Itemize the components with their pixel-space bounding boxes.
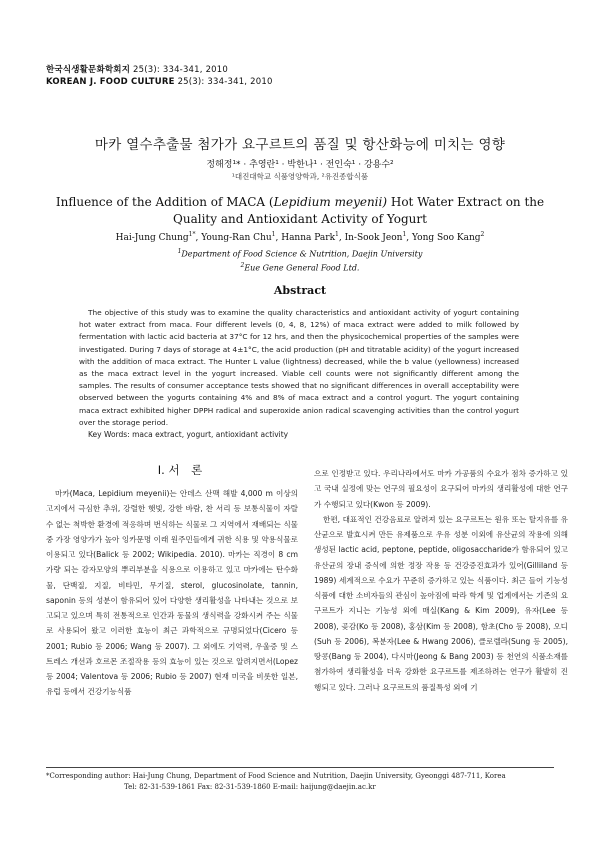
author-1-sup: 1* [188,231,196,238]
affiliation-1-text: Department of Food Science & Nutrition, Daejin University [181,249,423,259]
affiliation-2-sup: 2 [240,261,245,269]
keywords: Key Words: maca extract, yogurt, antioxidant activity [88,430,289,439]
title-english-line1 [40,194,560,211]
body-left-column: 마카(Maca, Lepidium meyenii)는 안데스 산맥 해발 4,000 m 이상의 고지에서 극심한 추위, 강렬한 햇빛, 강한 바람, 찬 서리 등 보통식물이 자랄 수 없는 척박한 환경에 적응하며 번식하는 식물로 그 지역에서 재배되는 식물 중 가장 영양가가 높아 잉카문명 이래 원주민들에게 귀한 식용 및 약용식물로 이용되고 있다(Balick 등 2002; Wikipedia. 2010). 마카는 직경이 8 cm 가량 되는 감자모양의 뿌리부분을 식용으로 이용하고 있고 마카에는 탄수화물, 단백질, 지질, 비타민, 무기질, sterol, glucosinolate, tannin, saponin 등의 성분이 함유되어 있어 다양한 생리활성을 나타내는 것으로 보고되고 있으며 특히 전통적으로 인간과 동물의 생식력을 강화시켜 주는 식물로 사용되어 왔고 이러한 효능이 최근 과학적으로 규명되었다(Cicero 등 2001; Rubio 등 2006; Wang 등 2007). 그 외에도 기억력, 우울증 및 스트레스 개선과 호르몬 조절작용 등의 효능이 있는 것으로 알려지면서(Lopez 등 2004; Valentova 등 2006; Rubio 등 2007) 현재 미국을 비롯한 일본, 유럽 등에서 건강기능식품 [46,489,298,697]
section-heading-introduction: I. 서 론 [157,463,203,477]
affiliation-1 [0,246,600,260]
corresponding-author: *Corresponding author: Hai-Jung Chung, Department of Food Science and Nutrition, Daejin University, Gyeonggi 487-711, Korea [46,772,506,780]
affiliation-2-text: Eue Gene General Food Ltd. [244,263,360,273]
affiliations-english [0,246,600,273]
author-4: , In-Sook Jeon [338,233,403,243]
journal-line-en [46,76,273,88]
right-paragraph-2: 한편, 대표적인 건강음료로 알려져 있는 요구르트는 원유 또는 탈지유를 유산균으로 발효시켜 만든 유제품으로 우유 성분 이외에 유산균의 작용에 의해 생성된 lactic acid, peptone, peptide, oligosaccharide가 함유되어 있고 유산균의 장내 증식에 의한 정장 작용 등 건강증진효과가 있어(Gilliland 등 1989) 세계적으로 수요가 꾸준히 증가하고 있는 식품이다. 최근 들어 기능성 식품에 대한 소비자들의 관심이 높아짐에 따라 학계 및 업계에서는 기존의 요구르트가 지니는 기능성 외에 매실(Kang & Kim 2009), 유자(Lee 등 2008), 곶감(Ko 등 2008), 홍삼(Kim 등 2008), 함초(Cho 등 2008), 오디(Suh 등 2006), 복분자(Lee & Hwang 2006), 클로렐라(Sung 등 2005), 땅콩(Bang 등 2004), 다시마(Jeong & Bang 2003) 등 천연의 식품소재를 첨가하여 생리활성을 더욱 강화한 요구르트를 제조하려는 연구가 활발히 진행되고 있다. 그러나 요구르트의 품질특성 외에 기 [314,514,568,692]
author-1: Hai-Jung Chung [115,233,189,243]
affiliation-2 [0,260,600,274]
title-en-part2: Hot Water Extract on the [387,195,545,209]
title-korean: 마카 열수추출물 첨가가 요구르트의 품질 및 항산화능에 미치는 영향 [94,137,506,153]
corresponding-contact: Tel: 82-31-539-1861 Fax: 82-31-539-1860 E-mail: haijung@daejin.ac.kr [124,783,376,791]
author-3: , Hanna Park [275,233,336,243]
journal-line-ko [46,64,273,76]
author-5: , Yong Soo Kang [406,233,481,243]
journal-name-en: KOREAN J. FOOD CULTURE [46,77,175,87]
author-5-sup: 2 [480,231,485,238]
title-en-part1: Influence of the Addition of MACA ( [55,195,274,209]
author-4-sup: 1 [402,231,407,238]
body-right-column [314,466,568,695]
title-english [40,194,560,228]
affiliation-1-sup: 1 [177,248,182,255]
journal-name-ko: 한국식생활문화학회지 [46,65,131,75]
author-2-sup: 1 [271,231,276,238]
journal-citation-ko: 25(3): 334-341, 2010 [130,65,228,75]
authors-english [0,231,600,243]
footnote-divider [46,767,554,768]
affiliations-korean: ¹대진대학교 식품영양학과, ²유진종합식품 [231,172,369,181]
title-english-line2: Quality and Antioxidant Activity of Yogurt [173,212,427,226]
abstract-text: The objective of this study was to examine the quality characteristics and antioxidant activity of yogurt containing hot water extract from maca. Four different levels (0, 4, 8, 12%) of maca extract were added to milk followed by fermentation with lactic acid bacteria at 37°C for 12 hrs, and then the physicochemical properties of the samples were investigated. During 7 days of storage at 4±1°C, the acid production (pH and titratable acidity) of the yogurt increased with the addition of maca extract. The Hunter L value (lightness) decreased, while the b value (yellowness) increased as the maca extract level in the yogurt increased. Viable cell counts were not significantly different among the samples. The results of consumer acceptance tests showed that no significant differences in overall acceptability were observed between the yogurts containing 4% and 8% of maca extract and a control yogurt. The yogurt containing maca extract exhibited higher DPPH radical and superoxide anion radical scavenging activities than the control yogurt over the storage period. [79,308,519,427]
title-en-species: Lepidium meyenii) [273,195,388,209]
journal-header [46,64,273,88]
abstract-heading: Abstract [273,284,327,297]
author-2: , Young-Ran Chu [195,233,272,243]
author-3-sup: 1 [335,231,339,238]
authors-korean: 정해정¹* · 추영란¹ · 박한나¹ · 전인숙¹ · 강용수² [206,160,394,170]
right-paragraph-1: 으로 인정받고 있다. 우리나라에서도 마카 가공품의 수요가 점차 증가하고 있고 국내 실정에 맞는 연구의 필요성이 요구되어 마카의 생리활성에 대한 연구가 수행되고 있다(Kwon 등 2009). [314,469,568,509]
journal-citation-en: 25(3): 334-341, 2010 [174,77,273,87]
